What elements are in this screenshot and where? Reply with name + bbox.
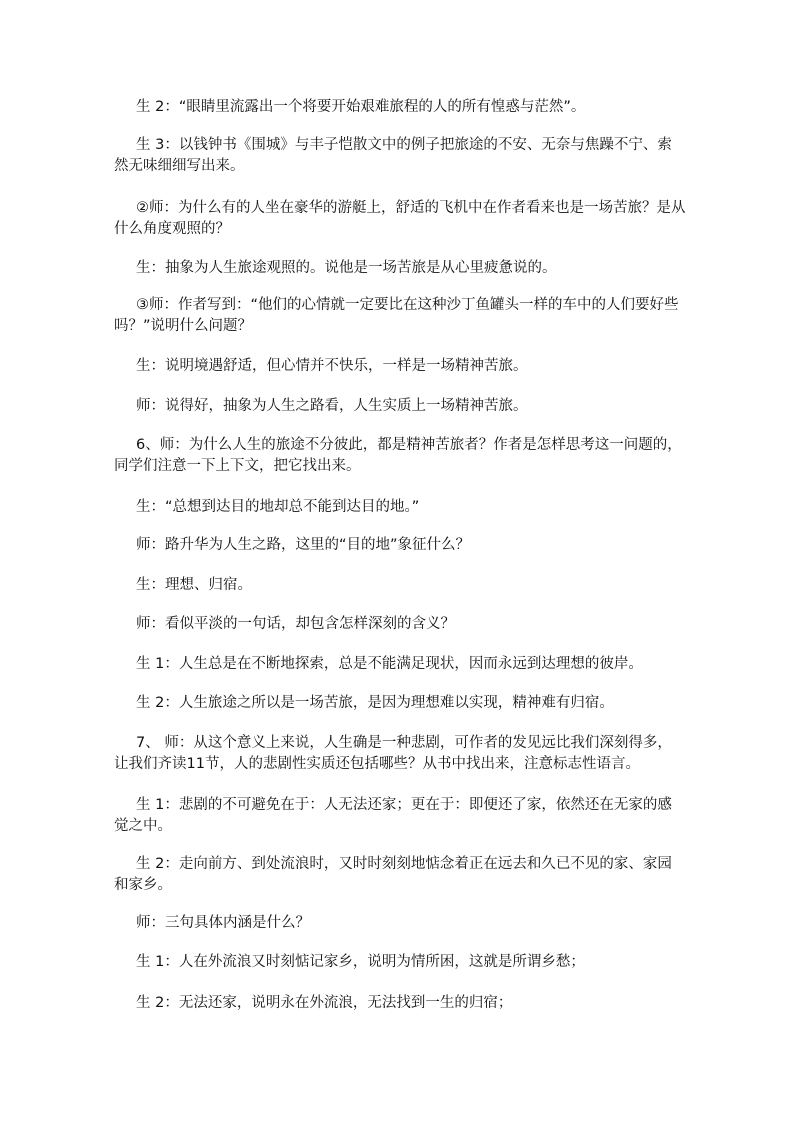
paragraph: 师：说得好，抽象为人生之路看，人生实质上一场精神苦旅。 (136, 398, 528, 414)
paragraph: 生 1：悲剧的不可避免在于：人无法还家；更在于：即便还了家，依然还在无家的感觉之中。 (114, 797, 672, 834)
paragraph: 师：路升华为人生之路，这里的“目的地”象征什么？ (136, 537, 471, 553)
paragraph: ②师：为什么有的人坐在豪华的游艇上，舒适的飞机中在作者看来也是一场苦旅？是从什么角度观照的？ (114, 200, 686, 237)
paragraph: 生 2：“眼睛里流露出一个将要开始艰难旅程的人的所有惶惑与茫然”。 (136, 99, 586, 115)
paragraph: 生 2：人生旅途之所以是一场苦旅，是因为理想难以实现，精神难有归宿。 (136, 695, 614, 711)
paragraph: 7、 师：从这个意义上来说，人生确是一种悲剧，可作者的发见远比我们深刻得多，让我们齐读11节，人的悲剧性实质还包括哪些？从书中找出来，注意标志性语言。 (114, 735, 672, 772)
paragraph: 师：看似平淡的一句话，却包含怎样深刻的含义？ (136, 616, 455, 632)
paragraph: 师：三句具体内涵是什么？ (136, 915, 310, 931)
paragraph: 生：说明境遇舒适，但心情并不快乐，一样是一场精神苦旅。 (136, 358, 528, 374)
paragraph: 生 2：无法还家，说明永在外流浪，无法找到一生的归宿； (136, 995, 513, 1011)
paragraph: 生 1：人在外流浪又时刻惦记家乡，说明为情所困，这就是所谓乡愁； (136, 954, 585, 970)
paragraph: 生 1：人生总是在不断地探索，总是不能满足现状，因而永远到达理想的彼岸。 (136, 656, 643, 672)
paragraph: 生：抽象为人生旅途观照的。说他是一场苦旅是从心里疲惫说的。 (136, 260, 557, 276)
paragraph: 生 3：以钱钟书《围城》与丰子恺散文中的例子把旅途的不安、无奈与焦躁不宁、索然无味细细写出来。 (114, 137, 672, 174)
paragraph: 6、师：为什么人生的旅途不分彼此，都是精神苦旅者？作者是怎样思考这一问题的，同学们注意一下上下文，把它找出来。 (114, 437, 682, 474)
paragraph: ③师：作者写到：“他们的心情就一定要比在这种沙丁鱼罐头一样的车中的人们要好些吗？”说明什么问题？ (114, 297, 679, 334)
paragraph: 生：“总想到达目的地却总不能到达目的地。” (136, 499, 420, 515)
paragraph: 生：理想、归宿。 (136, 577, 252, 593)
paragraph: 生 2：走向前方、到处流浪时，又时时刻刻地惦念着正在远去和久已不见的家、家园和家乡。 (114, 856, 672, 893)
